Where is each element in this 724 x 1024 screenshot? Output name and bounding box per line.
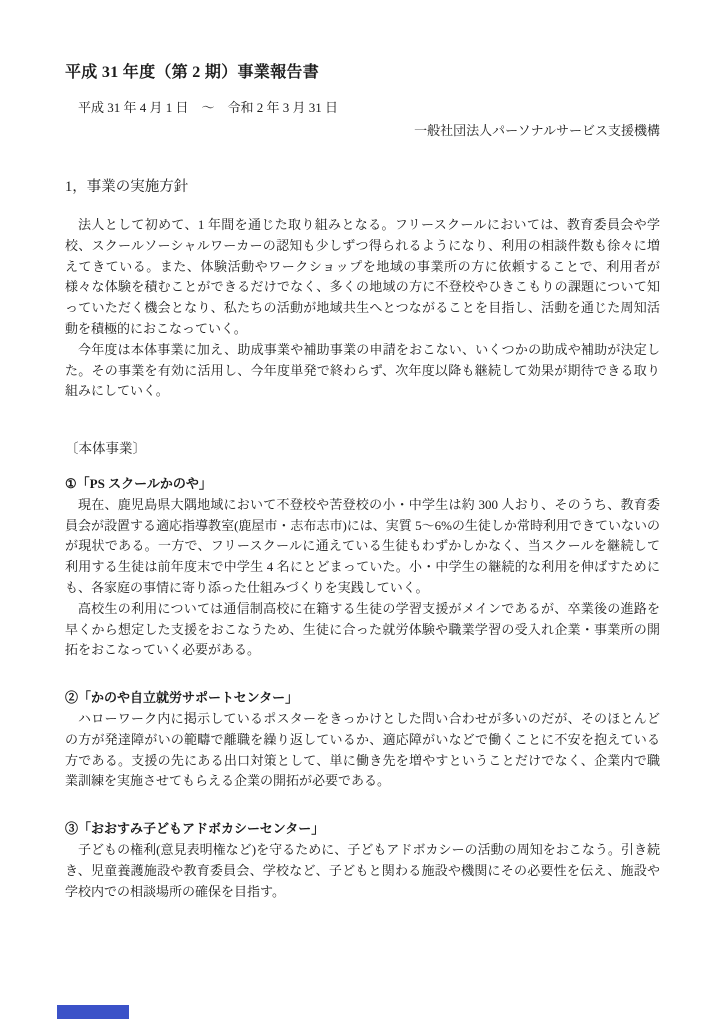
business-item-1 bbox=[65, 474, 660, 661]
business-item-3-heading: ③「おおすみ子どもアドボカシーセンター」 bbox=[65, 821, 325, 837]
organization-name: 一般社団法人パーソナルサービス支援機構 bbox=[414, 123, 660, 138]
business-item-1-heading: ①「PS スクールかのや」 bbox=[65, 475, 212, 491]
document-title: 平成 31 年度（第 2 期）事業報告書 bbox=[65, 64, 320, 81]
policy-paragraph-1: 法人として初めて、1 年間を通じた取り組みとなる。フリースクールにおいては、教育委員会や学校、スクールソーシャルワーカーの認知も少しずつ得られるようになり、利用の相談件数も徐々に増えてきている。また、体験活動やワークショップを地域の事業所の方に依頼することで、利用者が様々な体験を積むことができるだけでなく、多くの地域の方に不登校やひきこもりの課題について知っていただく機会となり、私たちの活動が地域共生へとつながることを目指し、活動を通じた周知活動を積極的におこなっていく。 bbox=[65, 217, 660, 336]
main-business-label: 〔本体事業〕 bbox=[65, 441, 146, 457]
report-period: 平成 31 年 4 月 1 日 ～ 令和 2 年 3 月 31 日 bbox=[78, 100, 339, 115]
business-item-1-paragraph-1: 現在、鹿児島県大隅地域において不登校や苦登校の小・中学生は約 300 人おり、そのうち、教育委員会が設置する適応指導教室(鹿屋市・志布志市)には、実質 5～6%の生徒しか常時利用できていないのが現状である。一方で、フリースクールに通えている生徒もわずかしかなく、当スクールを継続して利用する生徒は前年度末で中学生 4 名にとどまっていた。小・中学生の継続的な利用を伸ばすためにも、各家庭の事情に寄り添った仕組みづくりを実践していく。 bbox=[65, 496, 660, 595]
business-item-1-paragraph-2: 高校生の利用については通信制高校に在籍する生徒の学習支援がメインであるが、卒業後の進路を早くから想定した支援をおこなうため、生徒に合った就労体験や職業学習の受入れ企業・事業所の開拓をおこなっていく必要がある。 bbox=[65, 600, 660, 658]
footer-accent-bar bbox=[57, 1005, 129, 1019]
business-item-2 bbox=[65, 688, 660, 792]
business-item-3 bbox=[65, 819, 660, 902]
business-item-2-heading: ②「かのや自立就労サポートセンター」 bbox=[65, 690, 299, 706]
business-item-2-paragraph-1: ハローワーク内に掲示しているポスターをきっかけとした問い合わせが多いのだが、そのほとんどの方が発達障がいの範疇で離職を繰り返しているか、適応障がいなどで働くことに不安を抱えている方である。支援の先にある出口対策として、単に働き先を増やすということだけでなく、企業内で職業訓練を実施させてもらえる企業の開拓が必要である。 bbox=[65, 710, 660, 789]
policy-paragraph-2: 今年度は本体事業に加え、助成事業や補助事業の申請をおこない、いくつかの助成や補助が決定した。その事業を有効に活用し、今年度単発で終わらず、次年度以降も継続して効果が期待できる取り組みにしていく。 bbox=[65, 341, 660, 399]
section-heading-policy: 1，事業の実施方針 bbox=[65, 179, 189, 195]
business-item-3-paragraph-1: 子どもの権利(意見表明権など)を守るために、子どもアドボカシーの活動の周知をおこなう。引き続き、児童養護施設や教育委員会、学校など、子どもと関わる施設や機関にその必要性を伝え、施設や学校内での相談場所の確保を目指す。 bbox=[65, 841, 660, 899]
document-content bbox=[65, 62, 660, 902]
